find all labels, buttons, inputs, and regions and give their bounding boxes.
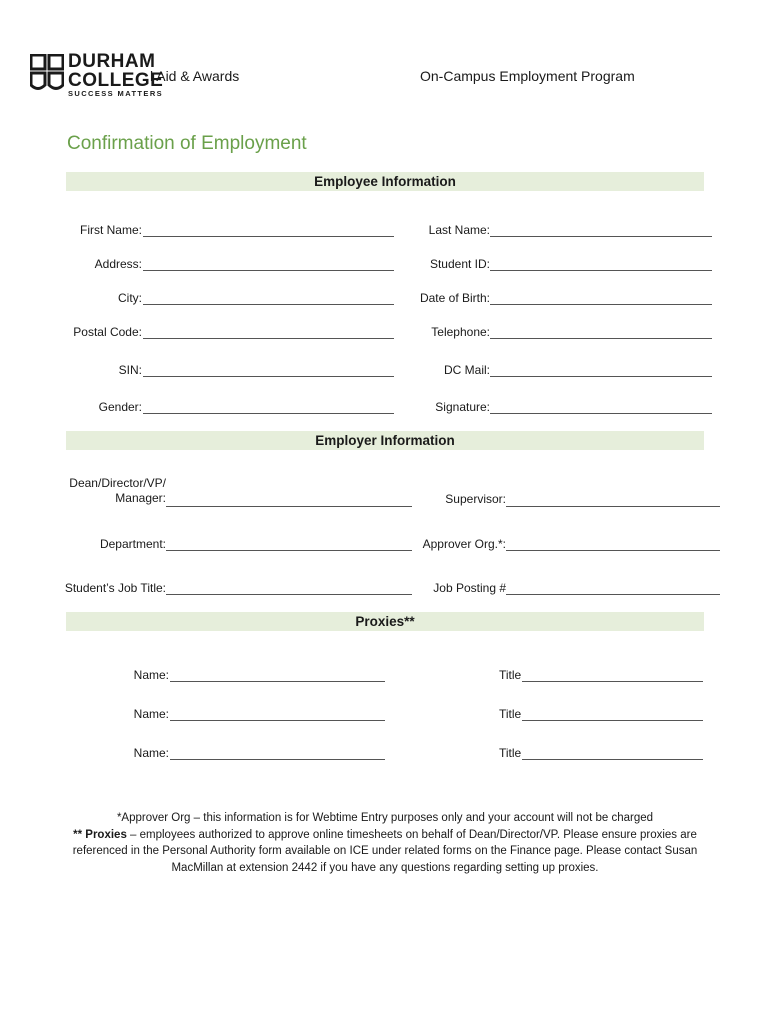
dean-director-field[interactable] xyxy=(166,506,412,507)
dean-director-label-line1: Dean/Director/VP/ xyxy=(69,476,166,490)
approver-org-label: Approver Org.*: xyxy=(422,537,506,551)
proxies-note-label: ** Proxies xyxy=(73,828,127,841)
department-field[interactable] xyxy=(166,550,412,551)
logo-name-line1: DURHAM xyxy=(68,51,156,72)
dean-director-label-line2: Manager: xyxy=(115,491,166,505)
last-name-label: Last Name: xyxy=(428,223,490,237)
program-heading: On-Campus Employment Program xyxy=(420,68,635,84)
proxies-note xyxy=(60,827,710,877)
proxy-title-field-3[interactable] xyxy=(522,759,703,760)
telephone-field[interactable] xyxy=(490,338,712,339)
first-name-field[interactable] xyxy=(143,236,394,237)
approver-org-note: *Approver Org – this information is for Webtime Entry purposes only and your account will not be charged xyxy=(116,812,654,824)
sin-field[interactable] xyxy=(143,376,394,377)
dean-director-label xyxy=(69,476,166,506)
job-title-label: Student’s Job Title: xyxy=(64,581,166,595)
date-of-birth-field[interactable] xyxy=(490,304,712,305)
proxy-name-label-1: Name: xyxy=(133,668,169,682)
supervisor-label: Supervisor: xyxy=(445,492,506,506)
job-posting-label: Job Posting # xyxy=(433,581,506,595)
proxy-name-label-3: Name: xyxy=(133,746,169,760)
postal-code-label: Postal Code: xyxy=(73,325,142,339)
form-title: Confirmation of Employment xyxy=(67,133,307,154)
city-label: City: xyxy=(118,291,142,305)
proxy-title-field-2[interactable] xyxy=(522,720,703,721)
signature-field[interactable] xyxy=(490,413,712,414)
job-posting-field[interactable] xyxy=(506,594,720,595)
job-title-field[interactable] xyxy=(166,594,412,595)
date-of-birth-label: Date of Birth: xyxy=(419,291,490,305)
section-employer-information: Employer Information xyxy=(66,431,704,450)
address-label: Address: xyxy=(94,257,142,271)
telephone-label: Telephone: xyxy=(431,325,490,339)
footnotes xyxy=(60,810,710,876)
dc-mail-label: DC Mail: xyxy=(443,363,490,377)
proxy-title-label-2: Title xyxy=(499,707,522,721)
student-id-label: Student ID: xyxy=(429,257,490,271)
section-employee-information: Employee Information xyxy=(66,172,704,191)
section-proxies: Proxies** xyxy=(66,612,704,631)
proxy-title-label-3: Title xyxy=(499,746,522,760)
postal-code-field[interactable] xyxy=(143,338,394,339)
proxies-note-text: – employees authorized to approve online timesheets on behalf of Dean/Director/VP. Please ensure proxies are referenced in the Personal Authority form available on ICE under related forms on the Finance page. Please contact Susan MacMillan at extension 2442 if you have any questions regarding setting up proxies. xyxy=(72,828,698,874)
durham-college-logo-icon xyxy=(30,54,64,94)
first-name-label: First Name: xyxy=(79,223,142,237)
department-heading: l Aid & Awards xyxy=(150,68,240,84)
gender-field[interactable] xyxy=(143,413,394,414)
address-field[interactable] xyxy=(143,270,394,271)
proxy-name-field-3[interactable] xyxy=(170,759,385,760)
logo-tagline: SUCCESS MATTERS xyxy=(68,89,164,98)
proxy-title-field-1[interactable] xyxy=(522,681,703,682)
logo-name-line2: COLLEGE xyxy=(68,70,164,91)
proxy-name-label-2: Name: xyxy=(133,707,169,721)
sin-label: SIN: xyxy=(118,363,142,377)
student-id-field[interactable] xyxy=(490,270,712,271)
signature-label: Signature: xyxy=(435,400,490,414)
proxy-name-field-2[interactable] xyxy=(170,720,385,721)
proxy-title-label-1: Title xyxy=(499,668,522,682)
dc-mail-field[interactable] xyxy=(490,376,712,377)
proxy-name-field-1[interactable] xyxy=(170,681,385,682)
department-label: Department: xyxy=(99,537,166,551)
supervisor-field[interactable] xyxy=(506,506,720,507)
last-name-field[interactable] xyxy=(490,236,712,237)
city-field[interactable] xyxy=(143,304,394,305)
approver-org-field[interactable] xyxy=(506,550,720,551)
gender-label: Gender: xyxy=(98,400,142,414)
